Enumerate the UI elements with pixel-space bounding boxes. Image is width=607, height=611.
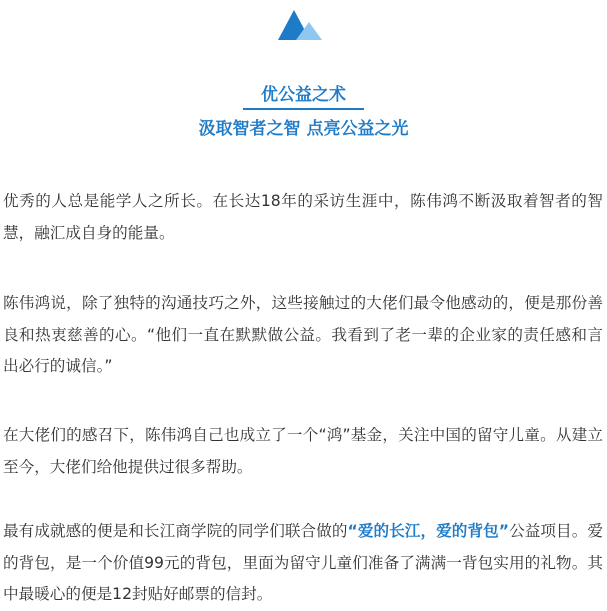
section-title: 优公益之术 [261, 85, 346, 105]
title-divider [243, 108, 364, 110]
paragraph-3: 在大佬们的感召下，陈伟鸿自己也成立了一个“鸿”基金，关注中国的留守儿童。从建立至今，大佬们给他提供过很多帮助。 [3, 426, 603, 476]
mountain-logo-icon [276, 8, 326, 42]
project-name-highlight: “爱的长江，爱的背包” [347, 522, 510, 540]
paragraph-2: 陈伟鸿说，除了独特的沟通技巧之外，这些接触过的大佬们最令他感动的，便是那份善良和热衷慈善的心。“他们一直在默默做公益。我看到了老一辈的企业家的责任感和言出必行的诚信。” [3, 294, 603, 375]
paragraph-4 [3, 516, 603, 611]
paragraph-4-lead: 最有成就感的便是和长江商学院的同学们联合做的 [3, 522, 348, 540]
paragraph-1: 优秀的人总是能学人之所长。在长达18年的采访生涯中，陈伟鸿不断汲取着智者的智慧，融汇成自身的能量。 [3, 192, 603, 242]
section-subtitle: 汲取智者之智 点亮公益之光 [198, 119, 409, 139]
paragraph-4-rest: 公益项目。爱的背包，是一个价值99元的背包，里面为留守儿童们准备了满满一背包实用的礼物。其中最暖心的便是12封贴好邮票的信封。 [3, 522, 603, 603]
